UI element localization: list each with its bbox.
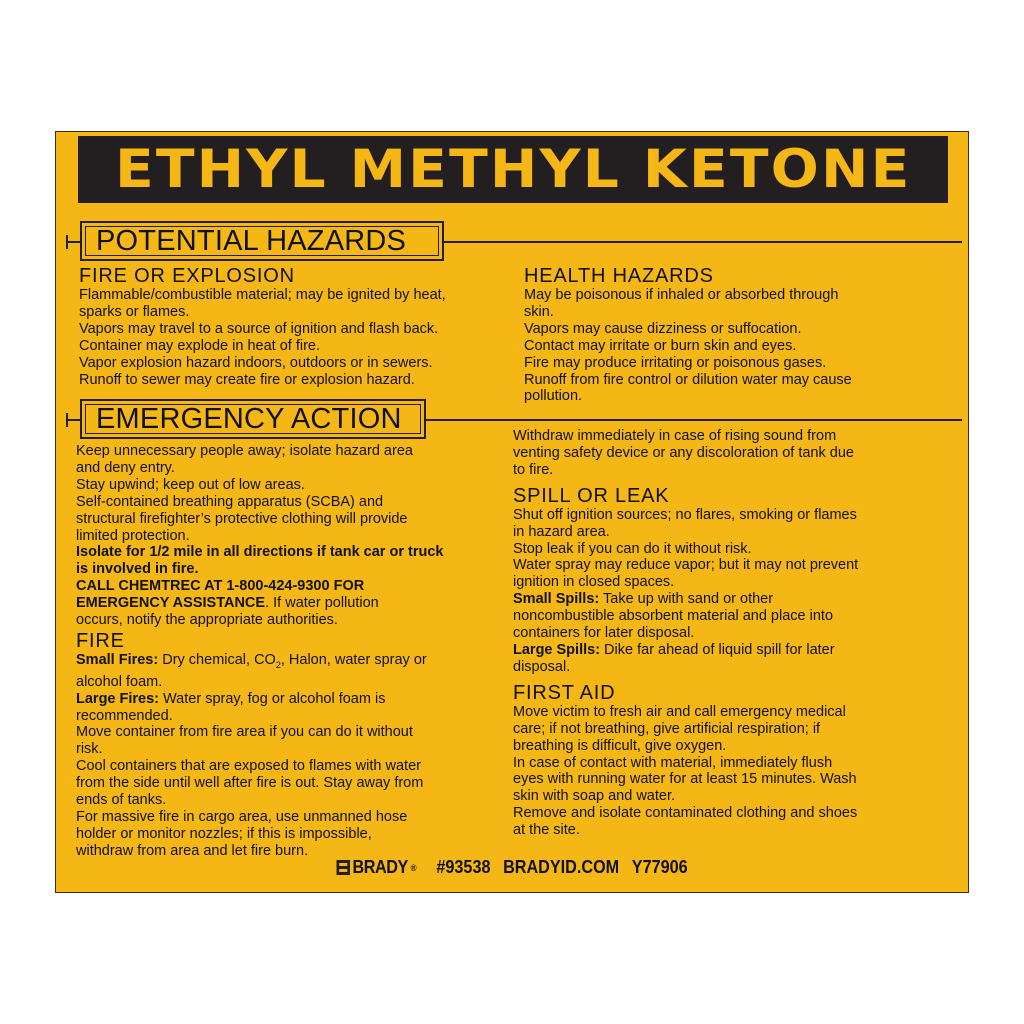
small-spills-line [513,591,953,608]
small-fires-text-b: , Halon, water spray or [280,651,427,668]
section-tick [66,235,68,249]
assistance-bold: EMERGENCY ASSISTANCE [76,595,266,612]
text-line: ignition in closed spaces. [513,574,675,591]
text-line: Fire may produce irritating or poisonous gases. [524,354,827,371]
title-bar [78,136,948,203]
text-line: Water spray may reduce vapor; but it may not prevent [513,557,859,574]
text-line: Vapors may cause dizziness or suffocation. [524,320,802,337]
large-spills-line [513,642,953,659]
large-spills-label: Large Spills: [513,641,601,658]
label-footer [102,857,923,878]
text-line: Withdraw immediately in case of rising sound from [513,428,837,444]
spill-heading: SPILL OR LEAK [513,484,670,507]
product-code: Y77906 [631,857,688,877]
text-line: from the side until well after fire is out. Stay away from [76,775,424,792]
fire-explosion-heading: FIRE OR EXPLOSION [79,265,295,287]
text-line: limited protection. [76,527,190,544]
text-line: May be poisonous if inhaled or absorbed through [524,287,839,303]
text-line-bold: Isolate for 1/2 mile in all directions if tank car or truck [76,544,444,561]
assistance-line [76,595,506,612]
text-line: care; if not breathing, give artificial respiration; if [513,720,821,737]
text-line: venting safety device or any discoloration of tank due [513,444,854,461]
section-title-emergency-action: EMERGENCY ACTION [96,402,402,435]
text-line: and deny entry. [76,459,175,476]
text-line: Shut off ignition sources; no flares, smoking or flames [513,506,857,523]
large-fires-label: Large Fires: [76,690,159,707]
section-tick [66,413,68,427]
text-line: withdraw from area and let fire burn. [76,842,309,859]
text-line: ends of tanks. [76,792,167,809]
text-line: containers for later disposal. [513,625,695,642]
brady-logo [336,857,423,878]
brady-mark-icon [336,860,350,875]
text-line: Self-contained breathing apparatus (SCBA) and [76,493,384,510]
text-line: Remove and isolate contaminated clothing and shoes [513,805,858,822]
text-line: occurs, notify the appropriate authorities. [76,612,338,629]
text-line: skin with soap and water. [513,788,676,805]
text-line: Keep unnecessary people away; isolate hazard area [76,443,413,459]
text-line-bold: is involved in fire. [76,561,199,578]
small-spills-text: Take up with sand or other [599,591,774,608]
brady-wordmark: BRADY [352,857,408,877]
text-line: Cool containers that are exposed to flames with water [76,758,421,775]
fire-explosion-block [79,265,509,388]
text-line: pollution. [524,388,583,405]
large-fires-line [76,691,506,708]
text-line: Runoff to sewer may create fire or explosion hazard. [79,371,415,388]
text-line: in hazard area. [513,523,610,540]
large-fires-text: Water spray, fog or alcohol foam is [159,690,386,707]
health-hazards-block [524,265,944,405]
text-line: Contact may irritate or burn skin and eyes. [524,337,797,354]
text-line: risk. [76,741,103,758]
section-box-emergency-action [80,399,426,439]
text-line: Vapors may travel to a source of ignition and flash back. [79,320,439,337]
text-line: For massive fire in cargo area, use unmanned hose [76,809,408,826]
text-line: alcohol foam. [76,673,163,690]
text-line: recommended. [76,707,173,724]
text-line: Vapor explosion hazard indoors, outdoors or in sewers. [79,354,433,371]
right-emergency-block [513,428,953,839]
text-line: Container may explode in heat of fire. [79,337,320,354]
text-line: Move victim to fresh air and call emergency medical [513,703,846,720]
text-line: skin. [524,303,554,320]
text-line: Flammable/combustible material; may be ignited by heat, [79,287,446,303]
assistance-rest: . If water pollution [265,595,379,612]
text-line: eyes with running water for at least 15 minutes. Wash [513,771,857,788]
text-line: Move container from fire area if you can do it without [76,724,413,741]
health-hazards-heading: HEALTH HAZARDS [524,265,714,287]
small-spills-label: Small Spills: [513,591,600,608]
text-line: In case of contact with material, immediately flush [513,754,833,771]
text-line: Stay upwind; keep out of low areas. [76,476,305,493]
text-line: holder or monitor nozzles; if this is impossible, [76,825,372,842]
text-line: structural firefighter’s protective clothing will provide [76,510,408,527]
text-line-bold: CALL CHEMTREC AT 1-800-424-9300 FOR [76,578,365,595]
fire-heading: FIRE [76,629,125,652]
text-line: at the site. [513,822,580,839]
text-line: sparks or flames. [79,303,190,320]
hazard-label [55,131,969,893]
emergency-block [76,443,506,860]
text-line: to fire. [513,461,554,478]
first-aid-heading: FIRST AID [513,681,616,704]
section-box-potential-hazards [80,221,444,261]
registered-mark: ® [410,862,417,873]
small-fires-line [76,652,506,674]
section-title-potential-hazards: POTENTIAL HAZARDS [96,224,407,257]
small-fires-text: Dry chemical, CO [158,651,276,668]
text-line: breathing is difficult, give oxygen. [513,737,727,754]
label-title: ETHYL METHYL KETONE [114,139,912,200]
co2-subscript: 2 [275,659,281,670]
website: BRADYID.COM [503,857,620,877]
small-fires-label: Small Fires: [76,651,159,668]
text-line: Stop leak if you can do it without risk. [513,540,752,557]
text-line: noncombustible absorbent material and place into [513,608,834,625]
text-line: disposal. [513,658,571,675]
large-spills-text: Dike far ahead of liquid spill for later [600,641,835,658]
part-number: #93538 [436,857,491,877]
text-line: Runoff from fire control or dilution water may cause [524,371,852,388]
